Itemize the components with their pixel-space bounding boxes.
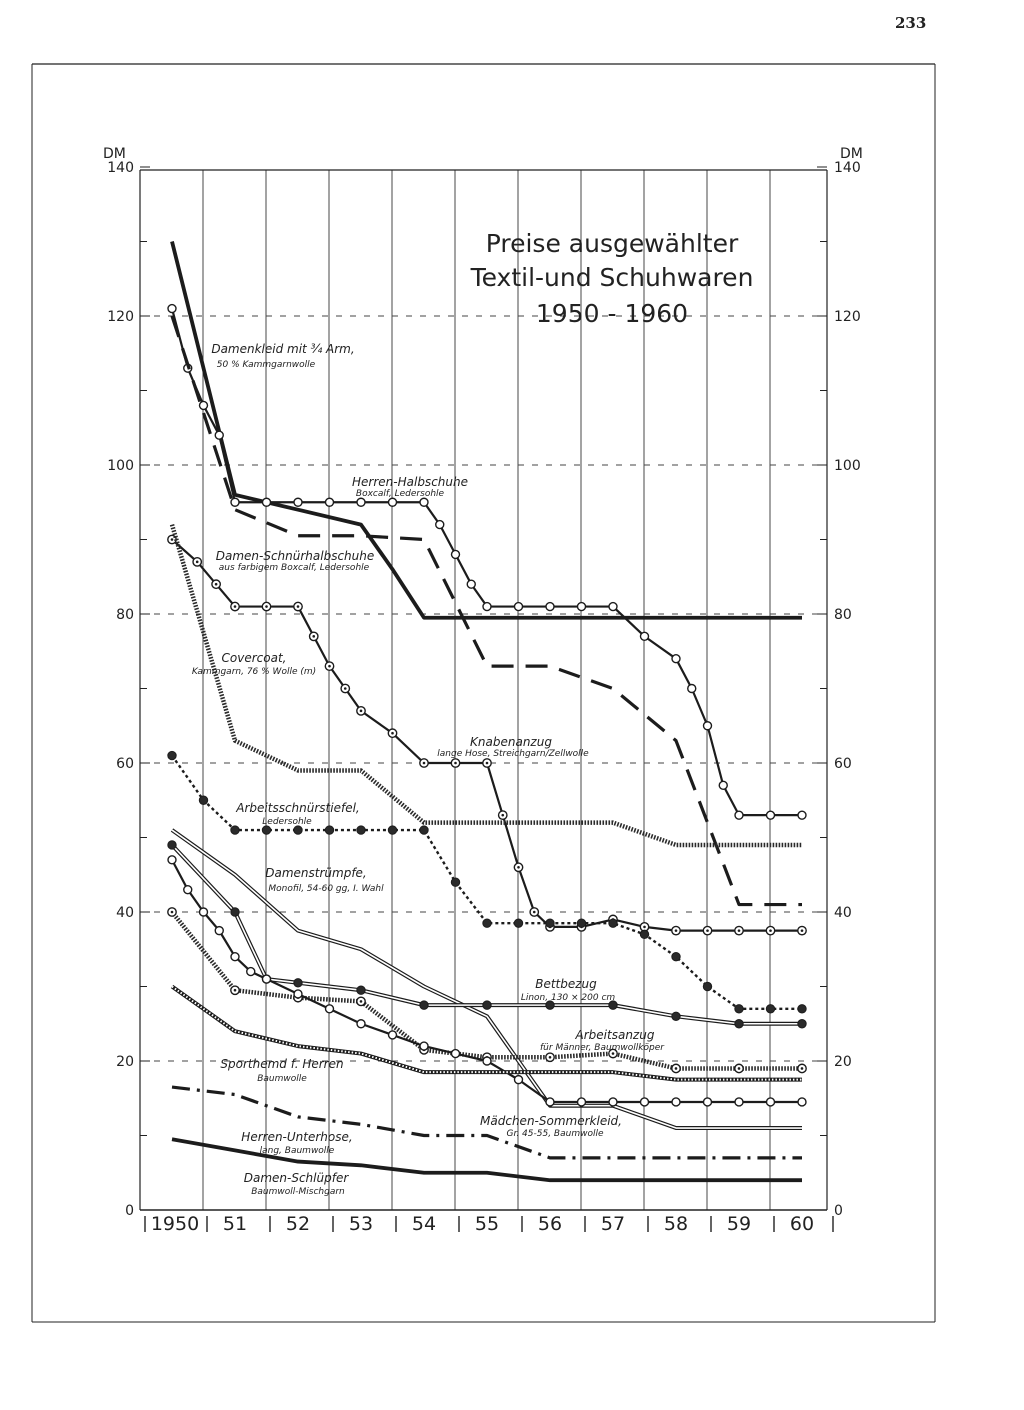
data-point bbox=[735, 1005, 743, 1013]
x-tick-label: 53 bbox=[348, 1213, 374, 1235]
series-label: Knabenanzug bbox=[470, 735, 552, 749]
data-point bbox=[483, 1001, 491, 1009]
data-point-center bbox=[643, 926, 646, 929]
data-point bbox=[215, 431, 223, 439]
x-tick-label: 59 bbox=[726, 1213, 752, 1235]
data-point-center bbox=[360, 1000, 363, 1003]
y-tick-label-right: 40 bbox=[834, 905, 852, 921]
y-axis-unit-left: DM bbox=[103, 146, 126, 162]
series-label-detail: Linon, 130 × 200 cm bbox=[520, 993, 616, 1003]
data-point bbox=[483, 919, 491, 927]
data-point bbox=[688, 685, 696, 693]
y-tick-label-left: 100 bbox=[107, 458, 134, 474]
series-label: Sporthemd f. Herren bbox=[220, 1057, 344, 1071]
data-point bbox=[672, 1012, 680, 1020]
data-point bbox=[200, 908, 208, 916]
data-point bbox=[704, 1098, 712, 1106]
data-point-center bbox=[360, 710, 363, 713]
data-point bbox=[389, 498, 397, 506]
data-point bbox=[326, 498, 334, 506]
chart-frame bbox=[32, 64, 935, 1322]
y-tick-label-right: 120 bbox=[834, 309, 861, 325]
data-point-center bbox=[196, 561, 199, 564]
data-point bbox=[357, 1020, 365, 1028]
x-tick-label: 57 bbox=[600, 1213, 626, 1235]
data-point-center bbox=[328, 665, 331, 668]
data-point bbox=[452, 1050, 460, 1058]
data-point bbox=[672, 655, 680, 663]
data-point bbox=[735, 1098, 743, 1106]
data-point-center bbox=[738, 929, 741, 932]
chart-title: Preise ausgewählter bbox=[485, 229, 739, 258]
series-label: Arbeitsschnürstiefel, bbox=[236, 801, 360, 815]
data-point bbox=[168, 856, 176, 864]
series-label: Damenstrümpfe, bbox=[265, 866, 367, 880]
labels-layer bbox=[192, 342, 665, 1197]
data-point-center bbox=[234, 605, 237, 608]
data-point-center bbox=[533, 911, 536, 914]
x-tick-label: 58 bbox=[663, 1213, 689, 1235]
series-label-detail: Boxcalf, Ledersohle bbox=[355, 489, 445, 499]
data-point bbox=[247, 968, 255, 976]
data-point bbox=[168, 841, 176, 849]
series-line bbox=[172, 756, 802, 1009]
data-point bbox=[231, 953, 239, 961]
data-point-center bbox=[675, 1067, 678, 1070]
y-tick-label-right: 140 bbox=[834, 160, 861, 176]
series-label: Covercoat, bbox=[221, 651, 287, 665]
data-point bbox=[672, 1098, 680, 1106]
data-point-center bbox=[517, 866, 520, 869]
data-point bbox=[640, 930, 648, 938]
series-label: Damenkleid mit ¾ Arm, bbox=[211, 342, 355, 356]
chart-period: 1950 - 1960 bbox=[535, 299, 689, 328]
y-tick-label-left: 140 bbox=[107, 160, 134, 176]
data-point bbox=[766, 1005, 774, 1013]
data-point bbox=[294, 826, 302, 834]
data-point bbox=[420, 1042, 428, 1050]
data-point-center bbox=[801, 1067, 804, 1070]
data-point-center bbox=[171, 538, 174, 541]
y-axis-unit-right: DM bbox=[840, 146, 863, 162]
data-point bbox=[609, 1098, 617, 1106]
y-tick-label-right: 100 bbox=[834, 458, 861, 474]
data-point bbox=[436, 521, 444, 529]
y-tick-label-right: 80 bbox=[834, 607, 852, 623]
data-point bbox=[231, 826, 239, 834]
data-point bbox=[735, 1020, 743, 1028]
data-point-center bbox=[454, 762, 457, 765]
series-layer bbox=[168, 242, 806, 1181]
data-point bbox=[641, 1098, 649, 1106]
data-point bbox=[767, 811, 775, 819]
data-point-center bbox=[501, 814, 504, 817]
x-tick-label: 54 bbox=[411, 1213, 437, 1235]
data-point bbox=[578, 1098, 586, 1106]
data-point-center bbox=[769, 929, 772, 932]
series-label-detail: für Männer, Baumwollköper bbox=[540, 1043, 664, 1053]
y-tick-label-left: 60 bbox=[116, 756, 134, 772]
data-point bbox=[641, 632, 649, 640]
data-point bbox=[546, 603, 554, 611]
data-point bbox=[388, 826, 396, 834]
data-point bbox=[231, 908, 239, 916]
data-point-center bbox=[738, 1067, 741, 1070]
data-point bbox=[389, 1031, 397, 1039]
series-label-detail: Baumwolle bbox=[257, 1074, 307, 1084]
data-point bbox=[735, 811, 743, 819]
series-label-detail: Gr. 45-55, Baumwolle bbox=[506, 1129, 604, 1139]
data-point bbox=[420, 1001, 428, 1009]
y-tick-label-right: 0 bbox=[834, 1203, 843, 1219]
x-tick-label: 51 bbox=[222, 1213, 248, 1235]
data-point bbox=[231, 498, 239, 506]
data-point bbox=[609, 603, 617, 611]
data-point-center bbox=[297, 605, 300, 608]
data-point bbox=[294, 498, 302, 506]
series-label-detail: Kammgarn, 76 % Wolle (m) bbox=[191, 667, 317, 677]
series-label: Herren-Halbschuhe bbox=[352, 475, 468, 489]
x-tick-label: 60 bbox=[789, 1213, 815, 1235]
data-point bbox=[467, 580, 475, 588]
data-point bbox=[451, 878, 459, 886]
series-label-detail: aus farbigem Boxcalf, Ledersohle bbox=[218, 563, 370, 573]
data-point bbox=[515, 603, 523, 611]
series-label-detail: Ledersohle bbox=[262, 817, 312, 827]
series-label: Damen-Schnürhalbschuhe bbox=[215, 549, 375, 563]
data-point bbox=[168, 751, 176, 759]
data-point bbox=[420, 826, 428, 834]
data-point bbox=[719, 781, 727, 789]
data-point-center bbox=[486, 762, 489, 765]
data-point bbox=[798, 1098, 806, 1106]
data-point bbox=[294, 990, 302, 998]
data-point bbox=[262, 826, 270, 834]
series-label-detail: lange Hose, Streichgarn/Zellwolle bbox=[437, 749, 589, 759]
data-point bbox=[357, 826, 365, 834]
data-point-center bbox=[215, 583, 218, 586]
y-tick-label-right: 20 bbox=[834, 1054, 852, 1070]
y-tick-label-left: 120 bbox=[107, 309, 134, 325]
y-tick-label-left: 80 bbox=[116, 607, 134, 623]
y-tick-label-left: 20 bbox=[116, 1054, 134, 1070]
data-point bbox=[609, 919, 617, 927]
data-point-center bbox=[391, 732, 394, 735]
series-label-detail: lang, Baumwolle bbox=[259, 1146, 335, 1156]
data-point bbox=[546, 919, 554, 927]
data-point bbox=[578, 603, 586, 611]
data-point bbox=[200, 401, 208, 409]
data-point bbox=[357, 986, 365, 994]
data-point bbox=[168, 305, 176, 313]
x-tick-label: 56 bbox=[537, 1213, 563, 1235]
data-point bbox=[420, 498, 428, 506]
data-point bbox=[798, 1005, 806, 1013]
data-point bbox=[357, 498, 365, 506]
data-point bbox=[452, 550, 460, 558]
page-number: 233 bbox=[895, 14, 927, 32]
y-tick-label-left: 0 bbox=[125, 1203, 134, 1219]
data-point-center bbox=[344, 687, 347, 690]
data-point bbox=[514, 919, 522, 927]
y-tick-label-left: 40 bbox=[116, 905, 134, 921]
x-tick-label: 55 bbox=[474, 1213, 500, 1235]
data-point bbox=[184, 886, 192, 894]
data-point-center bbox=[423, 762, 426, 765]
data-point bbox=[215, 927, 223, 935]
data-point-center bbox=[265, 605, 268, 608]
series-label: Damen-Schlüpfer bbox=[243, 1171, 349, 1185]
data-point bbox=[515, 1076, 523, 1084]
series-label: Herren-Unterhose, bbox=[241, 1130, 353, 1144]
data-point bbox=[483, 603, 491, 611]
data-point bbox=[325, 826, 333, 834]
data-point-center bbox=[675, 929, 678, 932]
data-point bbox=[294, 979, 302, 987]
data-point bbox=[703, 982, 711, 990]
x-tick-label: 52 bbox=[285, 1213, 311, 1235]
data-point bbox=[798, 811, 806, 819]
data-point-center bbox=[312, 635, 315, 638]
data-point-center bbox=[706, 929, 709, 932]
data-point bbox=[672, 953, 680, 961]
data-point-center bbox=[549, 1056, 552, 1059]
series-label: Bettbezug bbox=[535, 977, 597, 991]
data-point bbox=[546, 1098, 554, 1106]
chart-subtitle: Textil-und Schuhwaren bbox=[470, 263, 754, 292]
data-point bbox=[767, 1098, 775, 1106]
data-point-center bbox=[234, 989, 237, 992]
data-point bbox=[199, 796, 207, 804]
series-label: Mädchen-Sommerkleid, bbox=[480, 1114, 622, 1128]
data-point bbox=[704, 722, 712, 730]
data-point bbox=[263, 498, 271, 506]
series-label-detail: Baumwoll-Mischgarn bbox=[251, 1187, 345, 1197]
x-tick-label: 1950 bbox=[150, 1213, 200, 1235]
data-point-center bbox=[801, 929, 804, 932]
series-label-detail: 50 % Kammgarnwolle bbox=[216, 360, 316, 370]
data-point bbox=[577, 919, 585, 927]
series-label: Arbeitsanzug bbox=[575, 1028, 655, 1042]
data-point bbox=[263, 975, 271, 983]
data-point bbox=[483, 1057, 491, 1065]
series-label-detail: Monofil, 54-60 gg, I. Wahl bbox=[268, 884, 384, 894]
data-point bbox=[798, 1020, 806, 1028]
data-point bbox=[326, 1005, 334, 1013]
y-tick-label-right: 60 bbox=[834, 756, 852, 772]
data-point-center bbox=[171, 911, 174, 914]
